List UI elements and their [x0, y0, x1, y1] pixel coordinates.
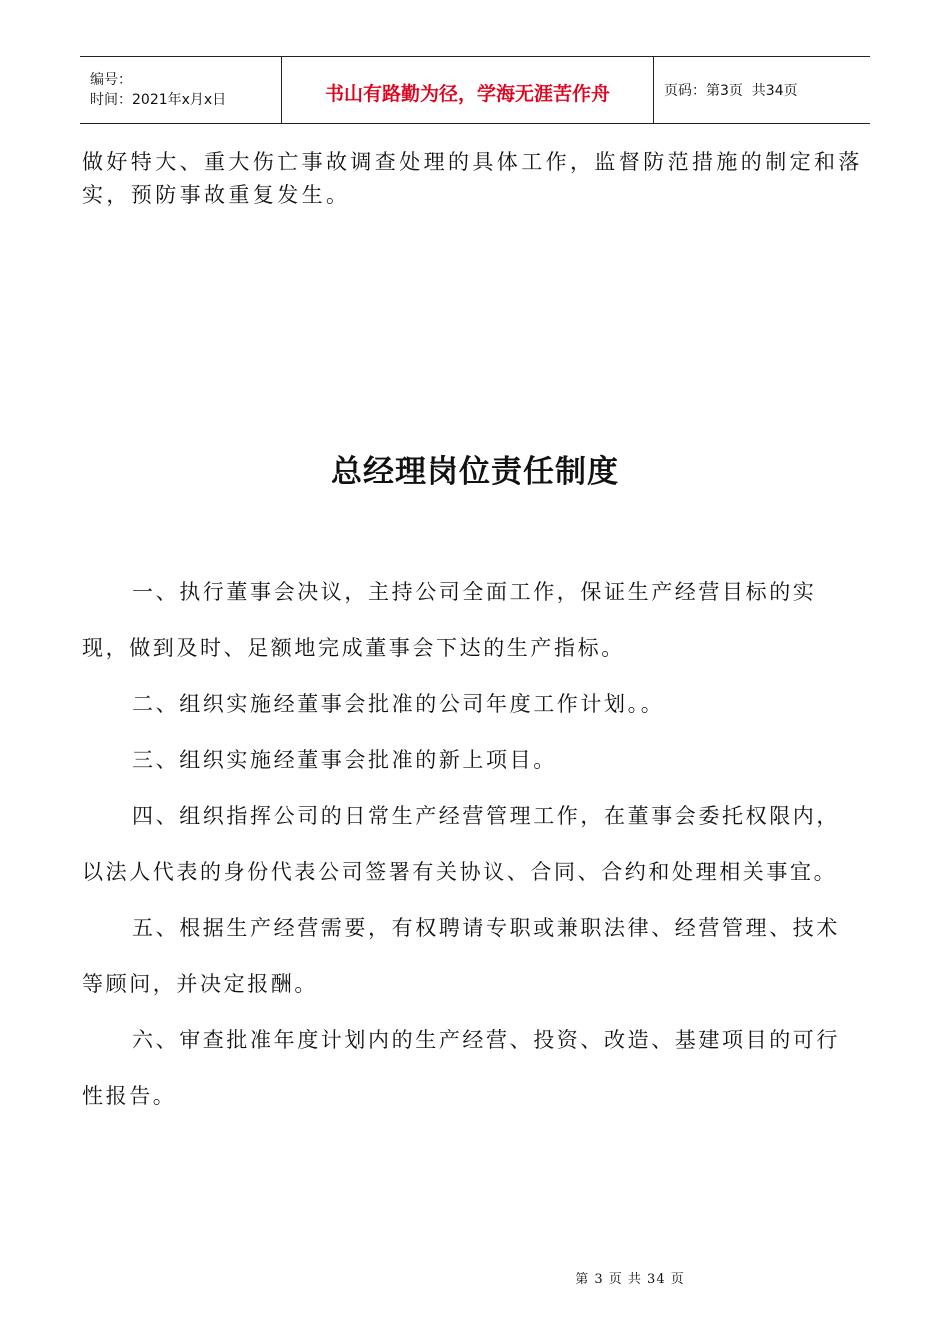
body-paragraph-6: 六、审查批准年度计划内的生产经营、投资、改造、基建项目的可行性报告。 — [82, 1028, 840, 1108]
time-label: 时间：2021年x月x日 — [90, 92, 227, 108]
body-paragraph-5: 五、根据生产经营需要，有权聘请专职或兼职法律、经营管理、技术等顾问，并决定报酬。 — [82, 916, 840, 996]
body-paragraph-1: 一、执行董事会决议，主持公司全面工作，保证生产经营目标的实现，做到及时、足额地完成董事会下达的生产指标。 — [82, 580, 817, 660]
document-title: 总经理岗位责任制度 — [331, 454, 619, 490]
motto-text: 书山有路勤为径，学海无涯苦作舟 — [324, 82, 610, 105]
document-header — [80, 56, 870, 124]
intro-paragraph: 做好特大、重大伤亡事故调查处理的具体工作，监督防范措施的制定和落实，预防事故重复发生。 — [82, 150, 863, 207]
document-body — [82, 564, 852, 1124]
page-footer — [0, 1268, 950, 1287]
footer-page-number: 第 3 页 共 34 页 — [575, 1272, 685, 1287]
header-page-info: 页码：第3页 共34页 — [664, 83, 798, 99]
body-paragraph-3: 三、组织实施经董事会批准的新上项目。 — [132, 748, 557, 772]
serial-number-label: 编号： — [90, 72, 132, 88]
header-motto-cell — [282, 57, 654, 123]
header-page-cell — [654, 57, 870, 123]
body-paragraph-2: 二、组织实施经董事会批准的公司年度工作计划。。 — [132, 692, 665, 716]
header-meta-cell — [80, 57, 282, 123]
body-paragraph-4: 四、组织指挥公司的日常生产经营管理工作，在董事会委托权限内，以法人代表的身份代表公司签署有关协议、合同、合约和处理相关事宜。 — [82, 804, 840, 884]
